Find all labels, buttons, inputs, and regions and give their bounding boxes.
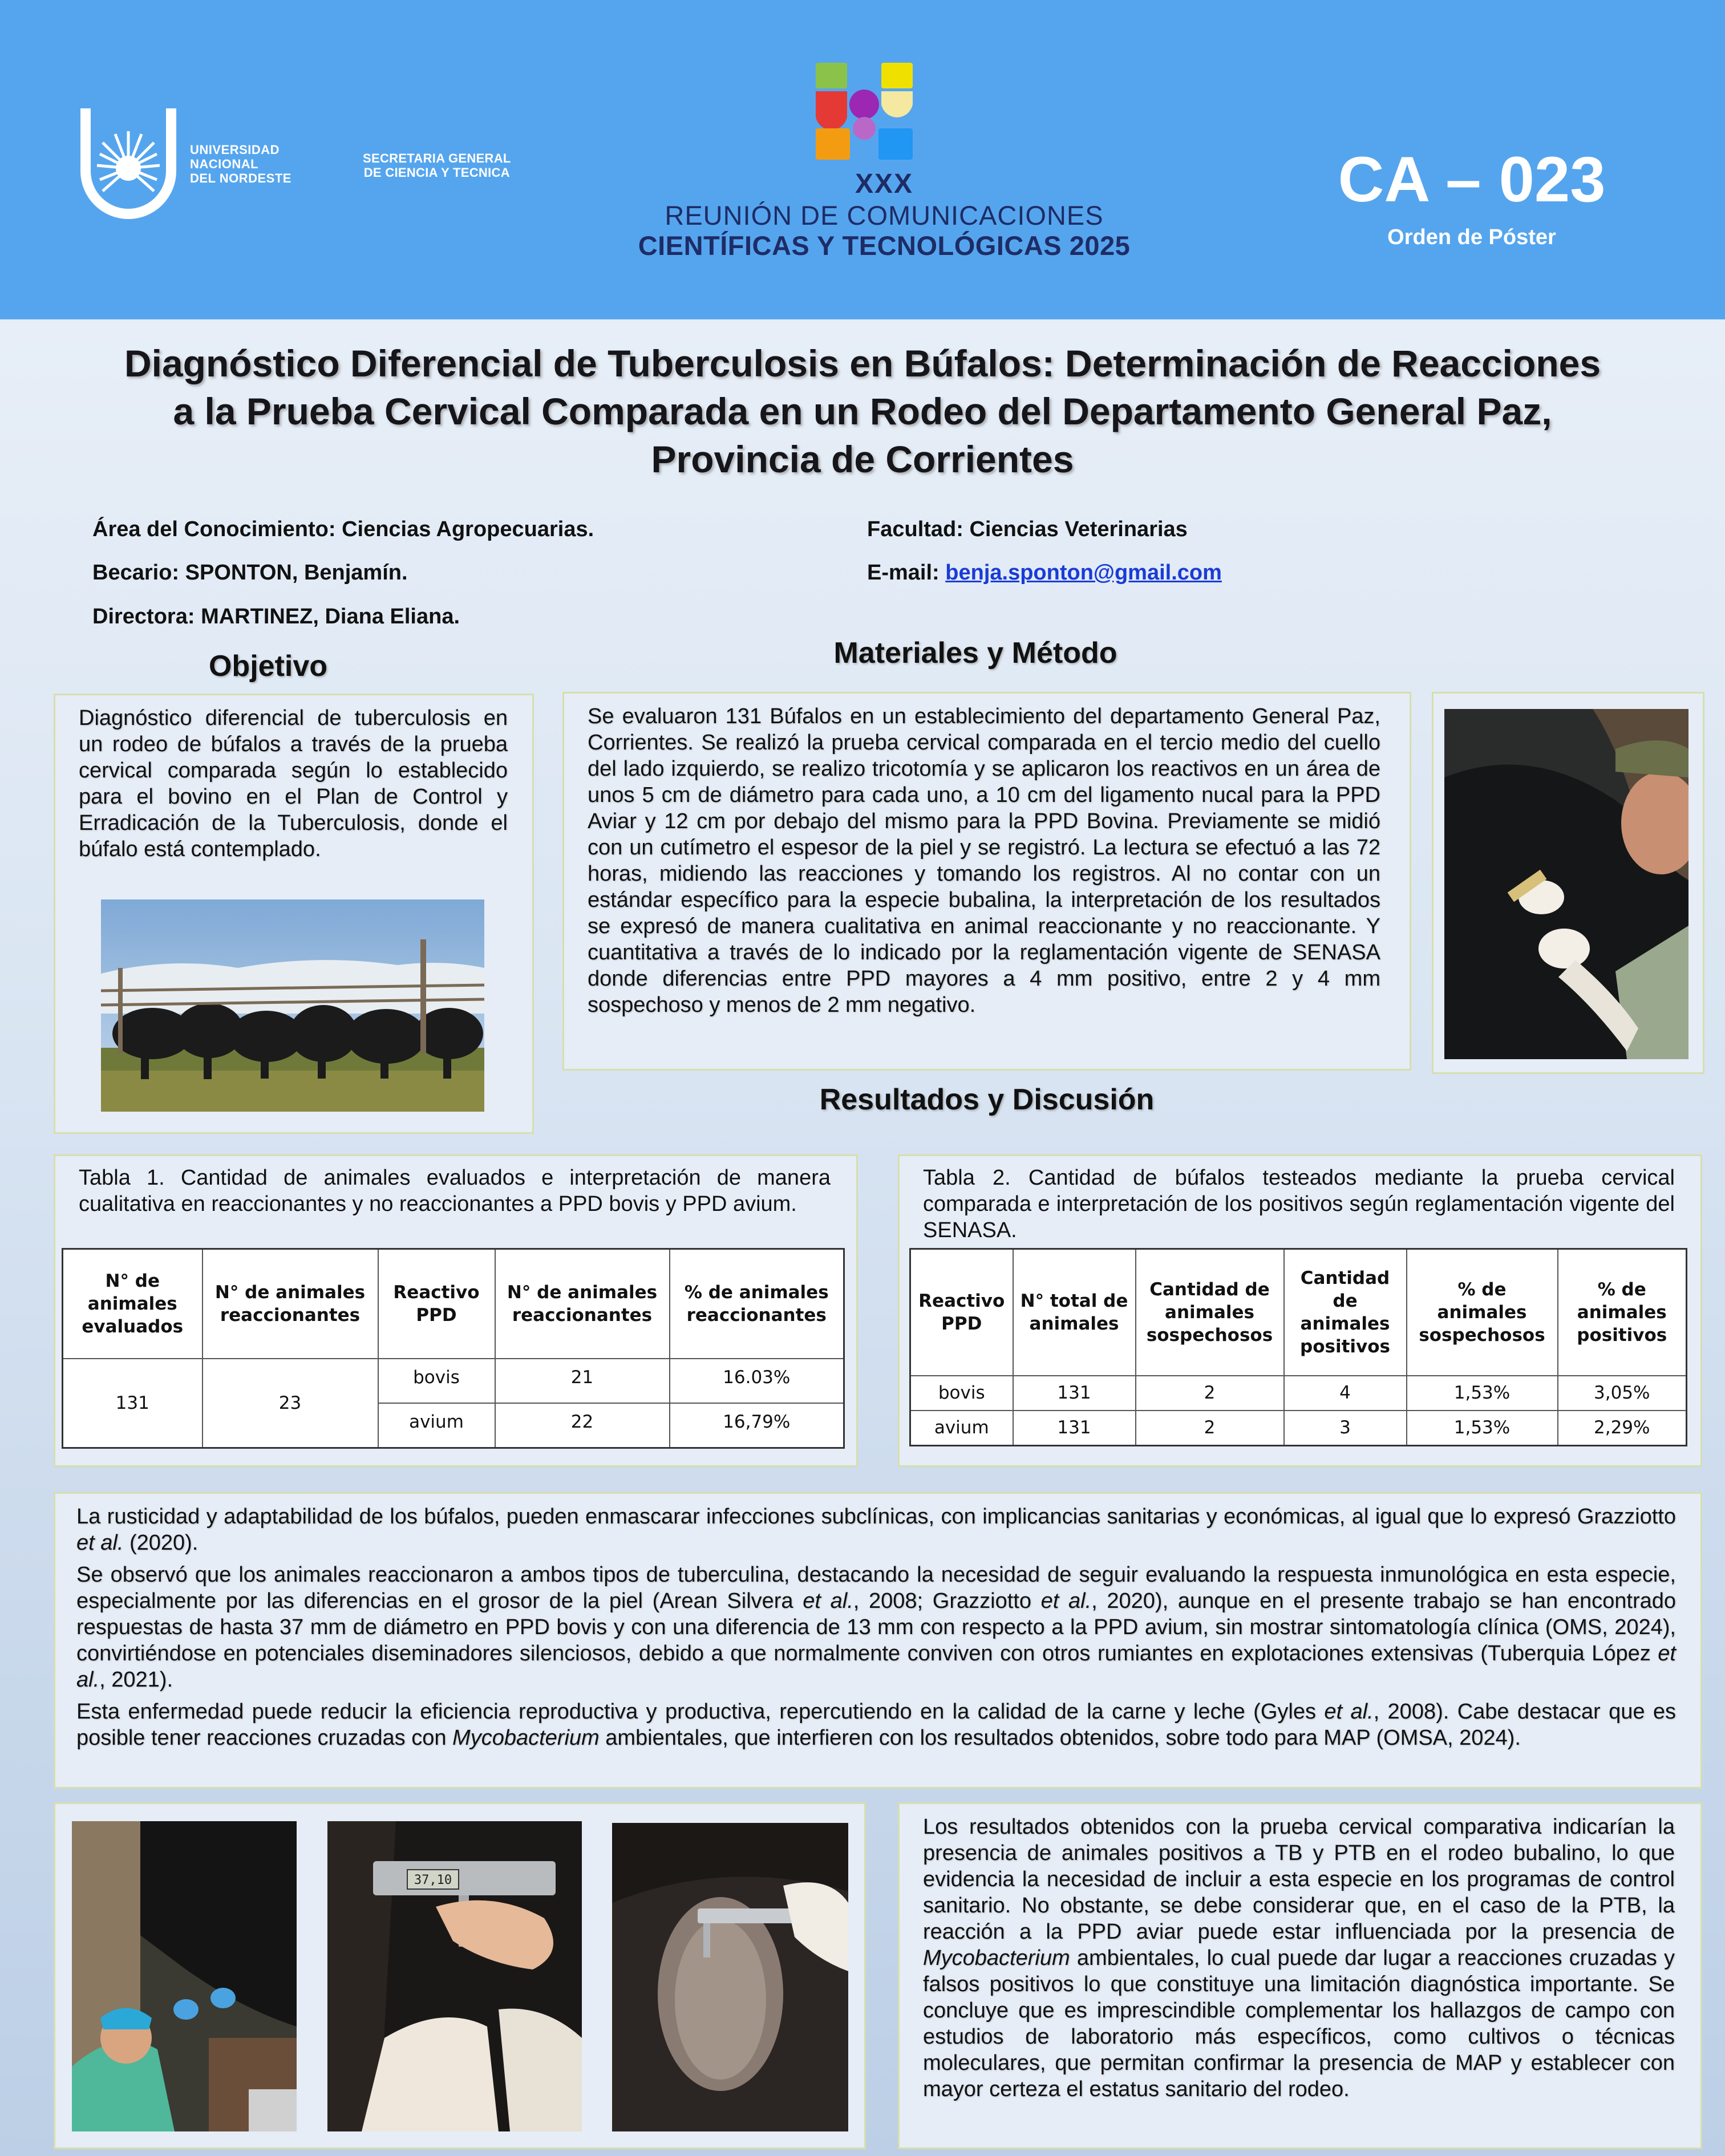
table-row: 131 23 bovis 21 16.03% bbox=[63, 1359, 844, 1403]
event-name-line1: REUNIÓN DE COMUNICACIONES bbox=[665, 200, 1104, 230]
materiales-heading: Materiales y Método bbox=[833, 637, 1117, 670]
objetivo-heading: Objetivo bbox=[208, 650, 328, 683]
event-number: XXX bbox=[855, 169, 914, 199]
objetivo-text: Diagnóstico diferencial de tuberculosis en un rodeo de búfalos a través de la prueba cervical comparada según lo establecido para el bovino en el Plan de Control y Erradicación de la Tuberculosis, donde el búfalo está contemplado. bbox=[79, 706, 508, 861]
tabla1-caption: Tabla 1. Cantidad de animales evaluados e interpretación de manera cualitativa en reaccionantes y no reaccionantes a PPD bovis y PPD avium. bbox=[79, 1166, 831, 1216]
table-row: avium 22 16,79% bbox=[63, 1403, 844, 1448]
table-header-row: Reactivo PPD N° total de animales Cantidad de animales sospechosos Cantidad de animales positivos % de animales sospechosos % de animales positivos bbox=[910, 1249, 1687, 1376]
digital-caliper-photo bbox=[327, 1821, 582, 2131]
table-header-row: N° de animales evaluados N° de animales reaccionantes Reactivo PPD N° de animales reaccionantes % de animales reaccionantes bbox=[63, 1249, 844, 1359]
materiales-text: Se evaluaron 131 Búfalos en un establecimiento del departamento General Paz, Corrientes. Se realizó la prueba cervical comparada en el tercio medio del cuello del lado izquierdo, se realizo tricotomía y se aplicaron los reactivos en un área de unos 5 cm de diámetro para cada uno, a 10 cm del ligamento nucal para la PPD Aviar y 12 cm por debajo del mismo para la PPD Bovina. Previamente se midió con un cutímetro el espesor de la piel y se registró. La lectura se efectuó a las 72 horas, midiendo las reacciones y tomando los registros. Al no contar con un estándar específico para la especie bubalina, la interpretación de los resultados se expresó de manera cualitativa en animal reaccionante y no reaccionante. Y cuantitativa a través de lo indicado por la reglamentación vigente de SENASA donde diferencias entre PPD mayores a 4 mm positivo, entre 2 y 4 mm sospechoso y menos de 2 mm negativo. bbox=[588, 704, 1380, 1017]
becario: Becario: SPONTON, Benjamín. bbox=[92, 561, 408, 585]
event-name-line2: CIENTÍFICAS Y TECNOLÓGICAS 2025 bbox=[638, 230, 1131, 261]
poster-order-label: Orden de Póster bbox=[1387, 225, 1556, 249]
poster-title: Diagnóstico Diferencial de Tuberculosis en Búfalos: Determinación de Reacciones a la Prueba Cervical Comparada en un Rodeo del Departamento General Paz, Provincia de Corrientes bbox=[124, 342, 1601, 480]
discusion-paragraph-3: Esta enfermedad puede reducir la eficiencia reproductiva y productiva, repercutiendo en la calidad de la carne y leche (Gyles et al., 2008). Cabe destacar que es posible tener reacciones cruzadas con Mycobacterium ambientales, que interfieren con los resultados obtenidos, sobre todo para MAP (OMSA, 2024). bbox=[76, 1700, 1677, 1750]
conclusion-text: Los resultados obtenidos con la prueba cervical comparativa indicarían la presencia de animales positivos a TB y PTB en el rodeo bubalino, lo que evidencia la necesidad de incluir a esta especie en los programas de control sanitario. No obstante, se debe considerar que, en el caso de la PTB, la reacción a la PPD aviar puede estar influenciada por la presencia de Mycobacterium ambientales, lo cual puede dar lugar a reacciones cruzadas y falsos positivos lo que constituye una limitación diagnóstica importante. Se concluye que es imprescindible complementar los hallazgos de campo con estudios de laboratorio más específicos, como cultivos o técnicas moleculares, que permitan confirmar la presencia de MAP y establecer con mayor certeza el estatus sanitario del rodeo. bbox=[923, 1815, 1675, 2101]
unne-logo-icon bbox=[80, 108, 177, 222]
tabla1 bbox=[62, 1248, 845, 1449]
tabla2 bbox=[909, 1248, 1687, 1446]
poster-header bbox=[0, 0, 1725, 319]
resultados-heading: Resultados y Discusión bbox=[819, 1083, 1155, 1116]
tuberculin-injection-photo bbox=[1444, 709, 1688, 1059]
table-row: bovis 131 2 4 1,53% 3,05% bbox=[910, 1376, 1687, 1411]
discusion-paragraph-2: Se observó que los animales reaccionaron a ambos tipos de tuberculina, destacando la necesidad de seguir evaluando la respuesta inmunológica en esta especie, especialmente por las diferencias en el grosor de la piel (Arean Silvera et al., 2008; Grazziotto et al., 2020), aunque en el presente trabajo se han encontrado respuestas de hasta 37 mm de diámetro en PPD bovis y con una diferencia de 13 mm con respecto a la PPD avium, sin mostrar sintomatología clínica (OMS, 2024), convirtiéndose en potenciales diseminadores silenciosos, debido a que normalmente conviven con otros rumiantes en explotaciones extensivas (Tuberquia López et al., 2021). bbox=[76, 1563, 1676, 1692]
area-conocimiento: Área del Conocimiento: Ciencias Agropecuarias. bbox=[92, 517, 594, 541]
poster-code: CA – 023 bbox=[1338, 144, 1606, 215]
directora: Directora: MARTINEZ, Diana Eliana. bbox=[92, 605, 460, 629]
buffalo-herd-photo bbox=[101, 899, 484, 1112]
email-link[interactable]: benja.sponton@gmail.com bbox=[945, 561, 1222, 585]
email: E-mail: benja.sponton@gmail.com bbox=[867, 561, 1222, 585]
skin-reaction-photo bbox=[612, 1823, 848, 2131]
caliper-reading: 37,10 bbox=[414, 1873, 452, 1887]
tabla2-caption: Tabla 2. Cantidad de búfalos testeados mediante la prueba cervical comparada e interpretación de los positivos según reglamentación vigente del SENASA. bbox=[923, 1166, 1675, 1242]
university-name: UNIVERSIDAD NACIONAL DEL NORDESTE bbox=[190, 143, 291, 185]
table-row: avium 131 2 3 1,53% 2,29% bbox=[910, 1411, 1687, 1446]
secretaria-name: SECRETARIA GENERAL DE CIENCIA Y TECNICA bbox=[363, 151, 511, 180]
event-logo-icon bbox=[813, 60, 916, 163]
discusion-text bbox=[76, 1503, 1676, 1757]
discusion-paragraph-1: La rusticidad y adaptabilidad de los búfalos, pueden enmascarar infecciones subclínicas, con implicancias sanitarias y económicas, al igual que lo expresó Grazziotto et al. (2020). bbox=[76, 1505, 1676, 1555]
skin-measurement-photo bbox=[72, 1821, 297, 2131]
facultad: Facultad: Ciencias Veterinarias bbox=[867, 517, 1188, 541]
